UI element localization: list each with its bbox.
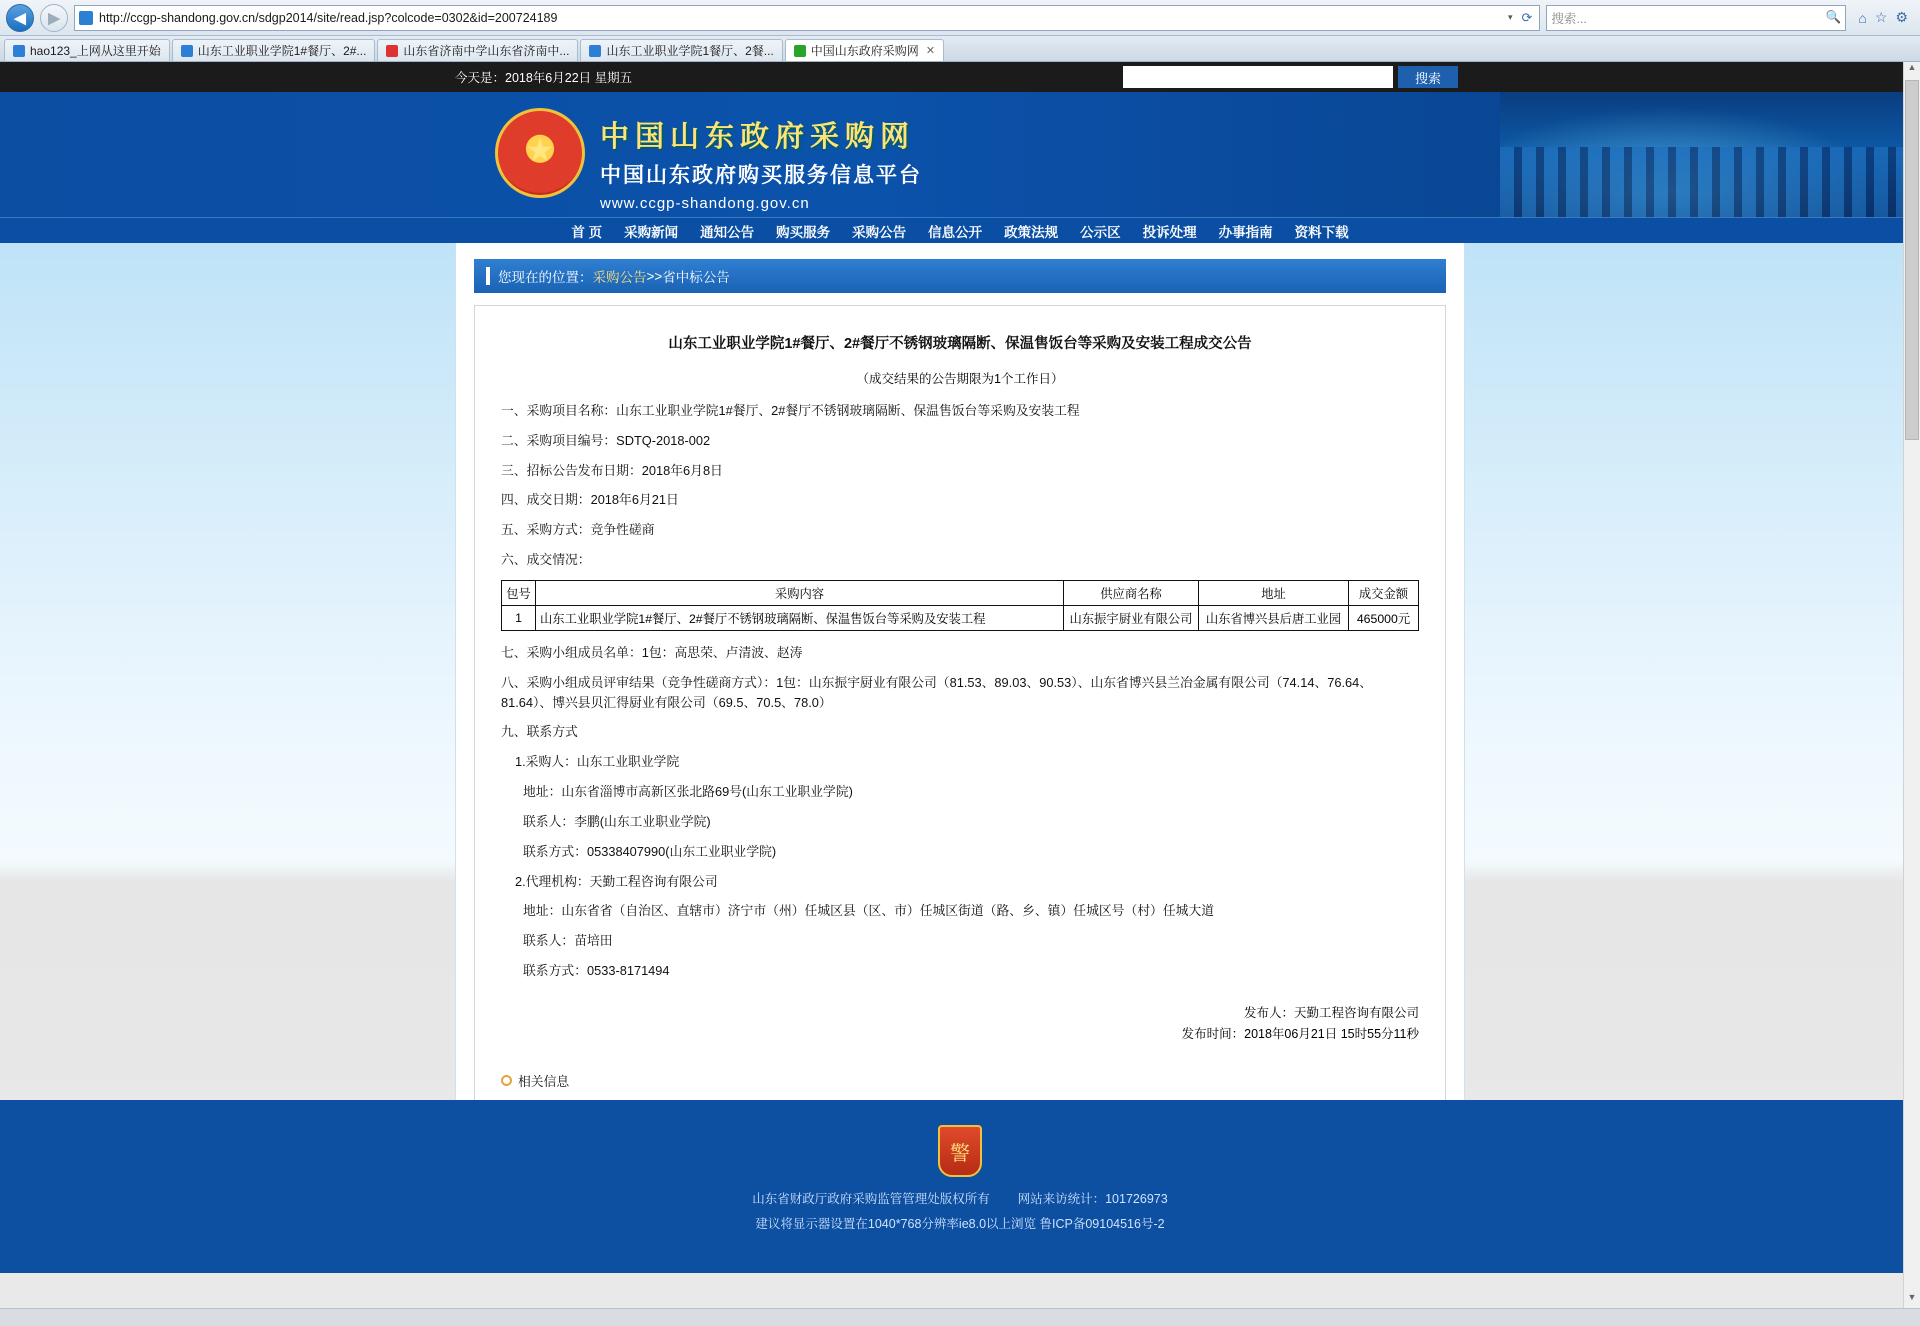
nav-item-procurement-announcements[interactable]: 采购公告	[852, 224, 907, 240]
tab-strip	[0, 36, 1920, 62]
publisher: 发布人：天勤工程咨询有限公司	[1243, 1005, 1419, 1020]
doc-line-8: 八、采购小组成员评审结果（竞争性磋商方式）：1包：山东振宇厨业有限公司（81.53、89.03、90.53）、山东省博兴县兰冶金属有限公司（74.14、76.64、81.64）、博兴县贝汇得厨业有限公司（69.5、70.5、78.0）	[501, 674, 1373, 710]
tab-label: 山东工业职业学院1#餐厅、2#...	[197, 44, 367, 58]
tab-label: 山东省济南中学山东省济南中...	[403, 44, 570, 58]
forward-button[interactable]: ▶	[40, 4, 68, 32]
page-viewport	[0, 62, 1920, 1308]
page-content	[0, 62, 1920, 1308]
scrollbar-thumb[interactable]	[1905, 80, 1919, 440]
site-search-input[interactable]	[1123, 66, 1393, 88]
nav-item-downloads[interactable]: 资料下载	[1294, 224, 1349, 240]
browser-window-icons	[1852, 9, 1914, 26]
contact-line-3: 联系人：李鹏(山东工业职业学院)	[523, 813, 711, 829]
col-package-no: 包号	[502, 580, 536, 605]
doc-line-5: 五、采购方式：竞争性磋商	[501, 522, 655, 538]
doc-line-7: 七、采购小组成员名单：1包：高思荣、卢清波、赵涛	[501, 644, 803, 660]
col-amount: 成交金额	[1349, 580, 1419, 605]
nav-item-public-area[interactable]: 公示区	[1080, 224, 1121, 240]
contact-line-2: 地址：山东省淄博市高新区张北路69号(山东工业职业学院)	[523, 784, 853, 800]
publish-time: 发布时间：2018年06月21日 15时55分11秒	[1181, 1027, 1419, 1042]
col-address: 地址	[1199, 580, 1349, 605]
nav-item-home[interactable]: 首 页	[571, 224, 603, 240]
site-favicon	[79, 11, 93, 25]
nav-item-news[interactable]: 采购新闻	[624, 224, 679, 240]
footer-copyright: 山东省财政厅政府采购监管管理处版权所有	[752, 1192, 990, 1206]
refresh-icon[interactable]: ⟳	[1521, 9, 1533, 25]
nav-item-policies[interactable]: 政策法规	[1004, 224, 1059, 240]
contact-line-5: 2.代理机构：天勤工程咨询有限公司	[515, 873, 718, 889]
contact-line-6: 地址：山东省省（自治区、直辖市）济宁市（州）任城区县（区、市）任城区街道（路、乡、镇）任城区号（村）任城大道	[523, 903, 1215, 919]
announcement-document	[474, 305, 1446, 1221]
tab-4-active[interactable]	[785, 39, 944, 61]
brand-title: 中国山东政府采购网	[600, 119, 916, 153]
brand-url: www.ccgp-shandong.gov.cn	[600, 195, 810, 212]
address-bar-url: http://ccgp-shandong.gov.cn/sdgp2014/site/read.jsp?colcode=0302&id=200724189	[99, 10, 558, 25]
doc-line-4: 四、成交日期：2018年6月21日	[501, 492, 679, 508]
close-icon[interactable]: ✕	[925, 45, 936, 57]
tab-label: 山东工业职业学院1餐厅、2餐...	[606, 44, 774, 58]
page-title: 山东工业职业学院1#餐厅、2#餐厅不锈钢玻璃隔断、保温售饭台等采购及安装工程成交公告	[668, 336, 1252, 352]
contact-line-1: 1.采购人：山东工业职业学院	[515, 754, 680, 770]
cell-content: 山东工业职业学院1#餐厅、2#餐厅不锈钢玻璃隔断、保温售饭台等采购及安装工程	[536, 605, 1064, 630]
brand-subtitle: 中国山东政府购买服务信息平台	[600, 164, 922, 187]
scroll-down-icon[interactable]: ▼	[1907, 1292, 1917, 1302]
tab-3[interactable]	[580, 39, 782, 61]
home-icon[interactable]: ⌂	[1858, 9, 1867, 26]
footer-line-1	[0, 1187, 1920, 1212]
scroll-up-icon[interactable]: ▲	[1907, 62, 1917, 72]
signoff-block	[501, 1003, 1419, 1046]
breadcrumb	[474, 259, 1446, 293]
tab-2[interactable]	[377, 39, 578, 61]
site-footer	[0, 1103, 1920, 1273]
contact-line-4: 联系方式：05338407990(山东工业职业学院)	[523, 843, 777, 859]
doc-line-9: 九、联系方式	[501, 724, 578, 740]
site-search-button[interactable]: 搜索	[1398, 66, 1458, 88]
footer-line-2: 建议将显示器设置在1040*768分辨率ie8.0以上浏览 鲁ICP备09104516号-2	[755, 1217, 1165, 1231]
taskbar-strip	[0, 1308, 1920, 1326]
page-body	[0, 243, 1920, 1308]
related-info-heading	[501, 1071, 1419, 1090]
bid-result-table	[501, 580, 1419, 631]
cell-package-no: 1	[502, 605, 536, 630]
browser-search-placeholder: 搜索...	[1551, 11, 1587, 26]
tab-1[interactable]	[172, 39, 376, 61]
breadcrumb-current: 省中标公告	[662, 270, 730, 285]
back-button[interactable]: ◀	[6, 4, 34, 32]
tab-0[interactable]	[4, 39, 170, 61]
tab-favicon	[794, 45, 806, 57]
tab-favicon	[386, 45, 398, 57]
site-banner	[0, 92, 1920, 217]
table-row	[502, 605, 1419, 630]
col-supplier: 供应商名称	[1064, 580, 1199, 605]
settings-icon[interactable]: ⚙	[1895, 9, 1908, 25]
cell-amount: 465000元	[1349, 605, 1419, 630]
favorites-icon[interactable]: ☆	[1874, 9, 1888, 25]
nav-item-services[interactable]: 购买服务	[776, 224, 831, 240]
site-nav-menu	[0, 217, 1920, 243]
footer-visit-count: 网站来访统计：101726973	[1017, 1192, 1168, 1206]
tab-favicon	[589, 45, 601, 57]
announcement-subtitle: （成交结果的公告期限为1个工作日）	[856, 372, 1064, 386]
col-content: 采购内容	[536, 580, 1064, 605]
table-header-row	[502, 580, 1419, 605]
doc-line-2: 二、采购项目编号：SDTQ-2018-002	[501, 432, 711, 448]
banner-titles	[600, 114, 922, 212]
page-scrollbar[interactable]	[1903, 62, 1920, 1308]
doc-line-6: 六、成交情况：	[501, 552, 591, 568]
breadcrumb-marker	[486, 267, 490, 285]
browser-search-box[interactable]	[1546, 5, 1846, 31]
tab-favicon	[13, 45, 25, 57]
tab-label: 中国山东政府采购网	[810, 44, 919, 58]
today-date: 今天是：2018年6月22日 星期五	[455, 71, 633, 85]
contact-line-8: 联系方式：0533-8171494	[523, 963, 670, 979]
site-topbar	[0, 62, 1920, 92]
cell-address: 山东省博兴县后唐工业园	[1199, 605, 1349, 630]
doc-line-1: 一、采购项目名称：山东工业职业学院1#餐厅、2#餐厅不锈钢玻璃隔断、保温售饭台等采购及安装工程	[501, 403, 1080, 418]
search-icon[interactable]: 🔍	[1825, 10, 1842, 24]
contact-line-7: 联系人：苗培田	[523, 933, 613, 949]
breadcrumb-link[interactable]: 采购公告	[592, 270, 647, 285]
national-emblem-icon	[495, 108, 585, 198]
nav-item-notices[interactable]: 通知公告	[700, 224, 755, 240]
banner-photo	[1500, 92, 1920, 217]
breadcrumb-separator: >>	[646, 268, 663, 284]
address-bar[interactable]	[74, 5, 1540, 31]
tab-favicon	[181, 45, 193, 57]
cell-supplier: 山东振宇厨业有限公司	[1064, 605, 1199, 630]
doc-line-3: 三、招标公告发布日期：2018年6月8日	[501, 462, 723, 478]
nav-item-information-disclosure[interactable]: 信息公开	[928, 224, 983, 240]
nav-item-guide[interactable]: 办事指南	[1218, 224, 1273, 240]
related-info-label: 相关信息	[518, 1074, 570, 1090]
police-badge-icon	[938, 1125, 982, 1177]
nav-item-complaints[interactable]: 投诉处理	[1142, 224, 1197, 240]
tab-label: hao123_上网从这里开始	[30, 44, 161, 58]
chevron-down-icon[interactable]: ▾	[1507, 12, 1513, 22]
breadcrumb-prefix: 您现在的位置：	[498, 270, 593, 285]
content-frame	[455, 243, 1465, 1221]
bullet-circle-icon	[501, 1075, 512, 1086]
browser-toolbar	[0, 0, 1920, 36]
